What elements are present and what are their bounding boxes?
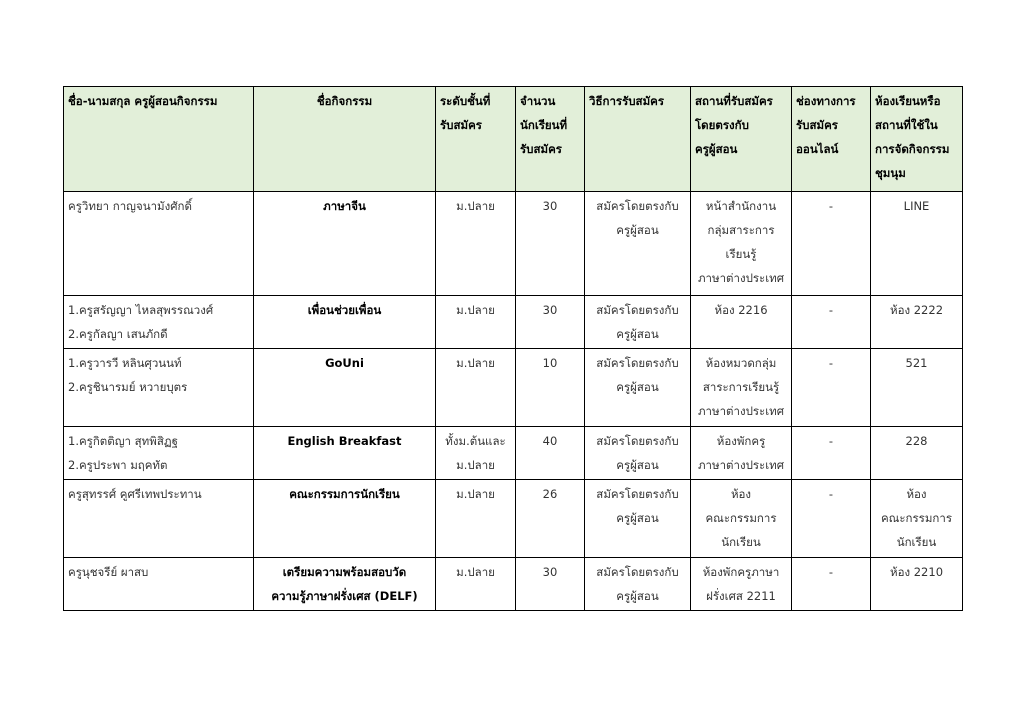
cell-teachers bbox=[64, 192, 254, 296]
cell-grade-level bbox=[436, 192, 516, 296]
cell-text-line: ครูผู้สอน bbox=[616, 458, 659, 472]
cell-application-place bbox=[691, 296, 792, 349]
cell-text-line: เรียนรู้ bbox=[725, 247, 757, 261]
cell-text-line: - bbox=[828, 487, 834, 501]
cell-application-method bbox=[585, 558, 691, 611]
table-row bbox=[64, 296, 963, 349]
cell-text-line: เพื่อนช่วยเพื่อน bbox=[307, 303, 382, 317]
cell-text-line: ห้อง bbox=[906, 487, 927, 501]
cell-application-place bbox=[691, 192, 792, 296]
cell-text-line: GoUni bbox=[325, 356, 364, 370]
table-row bbox=[64, 192, 963, 296]
cell-text-line: - bbox=[828, 199, 834, 213]
cell-application-method bbox=[585, 192, 691, 296]
table-row bbox=[64, 427, 963, 480]
cell-application-method bbox=[585, 427, 691, 480]
cell-activity bbox=[254, 192, 436, 296]
cell-text-line: คณะกรรมการ bbox=[705, 511, 777, 525]
cell-text-line: ม.ปลาย bbox=[456, 458, 495, 472]
cell-activity bbox=[254, 349, 436, 427]
header-label-line: รับสมัคร bbox=[796, 118, 838, 132]
cell-teachers bbox=[64, 349, 254, 427]
cell-activity-room bbox=[871, 192, 963, 296]
header-application-method bbox=[585, 87, 691, 192]
table-body bbox=[64, 192, 963, 611]
cell-text-line: - bbox=[828, 565, 834, 579]
header-label-line: นักเรียนที่ bbox=[520, 118, 568, 132]
activities-table bbox=[63, 86, 963, 611]
cell-text-line: ครูนุชจรีย์ ผาสบ bbox=[68, 565, 149, 579]
cell-application-place bbox=[691, 427, 792, 480]
cell-teachers bbox=[64, 296, 254, 349]
header-teacher-name bbox=[64, 87, 254, 192]
cell-text-line: 2.ครูกัลญา เสนภักดี bbox=[68, 327, 168, 341]
header-label-line: สถานที่รับสมัคร bbox=[695, 94, 773, 108]
cell-grade-level bbox=[436, 349, 516, 427]
cell-text-line: ม.ปลาย bbox=[456, 303, 495, 317]
table-row bbox=[64, 558, 963, 611]
cell-grade-level bbox=[436, 296, 516, 349]
cell-text-line: สมัครโดยตรงกับ bbox=[596, 303, 679, 317]
cell-text-line: 2.ครูชินารมย์ หวายบุตร bbox=[68, 380, 188, 394]
cell-activity-room bbox=[871, 427, 963, 480]
header-label-line: ชุมนุม bbox=[875, 166, 906, 180]
cell-online-channel bbox=[792, 349, 871, 427]
header-online-channel bbox=[792, 87, 871, 192]
cell-text-line: ครูสุทรรศ์ คูศรีเทพประทาน bbox=[68, 487, 202, 501]
cell-activity-room bbox=[871, 296, 963, 349]
cell-online-channel bbox=[792, 480, 871, 558]
cell-text-line: 30 bbox=[542, 303, 558, 317]
cell-text-line: ภาษาจีน bbox=[323, 199, 366, 213]
header-label-line: ออนไลน์ bbox=[796, 142, 839, 156]
cell-text-line: ห้อง 2210 bbox=[889, 565, 944, 579]
cell-grade-level bbox=[436, 480, 516, 558]
cell-text-line: สมัครโดยตรงกับ bbox=[596, 434, 679, 448]
cell-grade-level bbox=[436, 558, 516, 611]
cell-text-line: ฝรั่งเศส 2211 bbox=[706, 589, 776, 603]
cell-application-place bbox=[691, 349, 792, 427]
cell-activity bbox=[254, 427, 436, 480]
cell-activity-room bbox=[871, 349, 963, 427]
header-application-place bbox=[691, 87, 792, 192]
cell-text-line: เตรียมความพร้อมสอบวัด bbox=[282, 565, 407, 579]
cell-text-line: ม.ปลาย bbox=[456, 356, 495, 370]
cell-text-line: ห้องหมวดกลุ่ม bbox=[705, 356, 777, 370]
cell-text-line: ครูผู้สอน bbox=[616, 327, 659, 341]
cell-text-line: ห้อง bbox=[730, 487, 752, 501]
cell-text-line: 30 bbox=[542, 199, 558, 213]
header-label-line: สถานที่ใช้ใน bbox=[875, 118, 938, 132]
cell-text-line: ห้อง 2216 bbox=[714, 303, 768, 317]
cell-text-line: ครูผู้สอน bbox=[616, 589, 659, 603]
header-label-line: ระดับชั้นที่ bbox=[440, 94, 491, 108]
cell-text-line: 10 bbox=[542, 356, 558, 370]
cell-text-line: นักเรียน bbox=[721, 535, 761, 549]
cell-application-method bbox=[585, 296, 691, 349]
cell-text-line: ภาษาต่างประเทศ bbox=[697, 404, 785, 418]
cell-text-line: ม.ปลาย bbox=[456, 565, 495, 579]
cell-text-line: ม.ปลาย bbox=[456, 487, 495, 501]
cell-text-line: 40 bbox=[542, 434, 558, 448]
cell-text-line: 30 bbox=[542, 565, 558, 579]
header-grade-level bbox=[436, 87, 516, 192]
cell-grade-level bbox=[436, 427, 516, 480]
cell-application-method bbox=[585, 480, 691, 558]
cell-text-line: นักเรียน bbox=[896, 535, 937, 549]
cell-text-line: - bbox=[828, 434, 834, 448]
cell-application-place bbox=[691, 480, 792, 558]
cell-text-line: หน้าสำนักงาน bbox=[705, 199, 777, 213]
cell-application-place bbox=[691, 558, 792, 611]
cell-activity-room bbox=[871, 558, 963, 611]
cell-text-line: 2.ครูประพา มฤคทัต bbox=[68, 458, 168, 472]
header-label-line: ช่องทางการ bbox=[796, 94, 856, 108]
cell-student-count bbox=[516, 192, 585, 296]
header-label-line: จำนวน bbox=[520, 94, 556, 108]
cell-teachers bbox=[64, 427, 254, 480]
header-label-line: ชื่อกิจกรรม bbox=[316, 94, 373, 108]
cell-text-line: สมัครโดยตรงกับ bbox=[596, 199, 679, 213]
cell-text-line: English Breakfast bbox=[287, 434, 402, 448]
cell-online-channel bbox=[792, 296, 871, 349]
cell-student-count bbox=[516, 296, 585, 349]
cell-activity bbox=[254, 296, 436, 349]
cell-text-line: ครูผู้สอน bbox=[616, 380, 659, 394]
cell-text-line: ครูผู้สอน bbox=[616, 511, 659, 525]
cell-student-count bbox=[516, 480, 585, 558]
cell-text-line: ห้อง 2222 bbox=[889, 303, 944, 317]
header-label-line: ห้องเรียนหรือ bbox=[875, 94, 941, 108]
header-label-line: วิธีการรับสมัคร bbox=[589, 94, 665, 108]
cell-text-line: ภาษาต่างประเทศ bbox=[697, 458, 785, 472]
cell-text-line: ครูวิทยา กาญจนามังศักดิ์ bbox=[68, 199, 192, 213]
cell-text-line: 1.ครูกิตติญา สุทพิสิฏฐ bbox=[68, 434, 178, 448]
cell-text-line: คณะกรรมการ bbox=[880, 511, 953, 525]
cell-online-channel bbox=[792, 558, 871, 611]
cell-text-line: 228 bbox=[905, 434, 928, 448]
cell-text-line: ห้องพักครูภาษา bbox=[702, 565, 780, 579]
cell-application-method bbox=[585, 349, 691, 427]
header-label-line: ชื่อ-นามสกุล ครูผู้สอนกิจกรรม bbox=[68, 94, 218, 108]
cell-text-line: สมัครโดยตรงกับ bbox=[596, 487, 679, 501]
cell-activity bbox=[254, 558, 436, 611]
header-activity-name bbox=[254, 87, 436, 192]
cell-text-line: LINE bbox=[903, 199, 930, 213]
cell-student-count bbox=[516, 349, 585, 427]
cell-student-count bbox=[516, 427, 585, 480]
cell-text-line: สมัครโดยตรงกับ bbox=[596, 356, 679, 370]
cell-text-line: ครูผู้สอน bbox=[616, 223, 659, 237]
header-student-count bbox=[516, 87, 585, 192]
header-label-line: โดยตรงกับ bbox=[695, 118, 749, 132]
table-header-row bbox=[64, 87, 963, 192]
cell-text-line: กลุ่มสาระการ bbox=[707, 223, 775, 237]
cell-text-line: สาระการเรียนรู้ bbox=[702, 380, 780, 394]
cell-text-line: 26 bbox=[542, 487, 558, 501]
cell-activity-room bbox=[871, 480, 963, 558]
cell-text-line: 1.ครูสรัญญา ไหลสุพรรณวงศ์ bbox=[68, 303, 214, 317]
cell-text-line: 1.ครูวารวี หลินศุวนนท์ bbox=[68, 356, 182, 370]
header-label-line: การจัดกิจกรรม bbox=[875, 142, 950, 156]
cell-text-line: สมัครโดยตรงกับ bbox=[596, 565, 679, 579]
header-label-line: รับสมัคร bbox=[520, 142, 562, 156]
header-label-line: รับสมัคร bbox=[440, 118, 482, 132]
table-row bbox=[64, 480, 963, 558]
cell-student-count bbox=[516, 558, 585, 611]
cell-text-line: ความรู้ภาษาฝรั่งเศส (DELF) bbox=[271, 589, 418, 603]
cell-text-line: ม.ปลาย bbox=[456, 199, 495, 213]
header-activity-room bbox=[871, 87, 963, 192]
cell-text-line: 521 bbox=[905, 356, 928, 370]
cell-online-channel bbox=[792, 192, 871, 296]
cell-online-channel bbox=[792, 427, 871, 480]
cell-teachers bbox=[64, 558, 254, 611]
cell-teachers bbox=[64, 480, 254, 558]
cell-text-line: ทั้งม.ต้นและ bbox=[445, 434, 506, 448]
cell-text-line: ห้องพักครู bbox=[716, 434, 766, 448]
cell-activity bbox=[254, 480, 436, 558]
header-label-line: ครูผู้สอน bbox=[695, 142, 738, 156]
table-row bbox=[64, 349, 963, 427]
cell-text-line: - bbox=[828, 356, 834, 370]
cell-text-line: ภาษาต่างประเทศ bbox=[697, 271, 785, 285]
cell-text-line: คณะกรรมการนักเรียน bbox=[289, 487, 400, 501]
cell-text-line: - bbox=[828, 303, 834, 317]
